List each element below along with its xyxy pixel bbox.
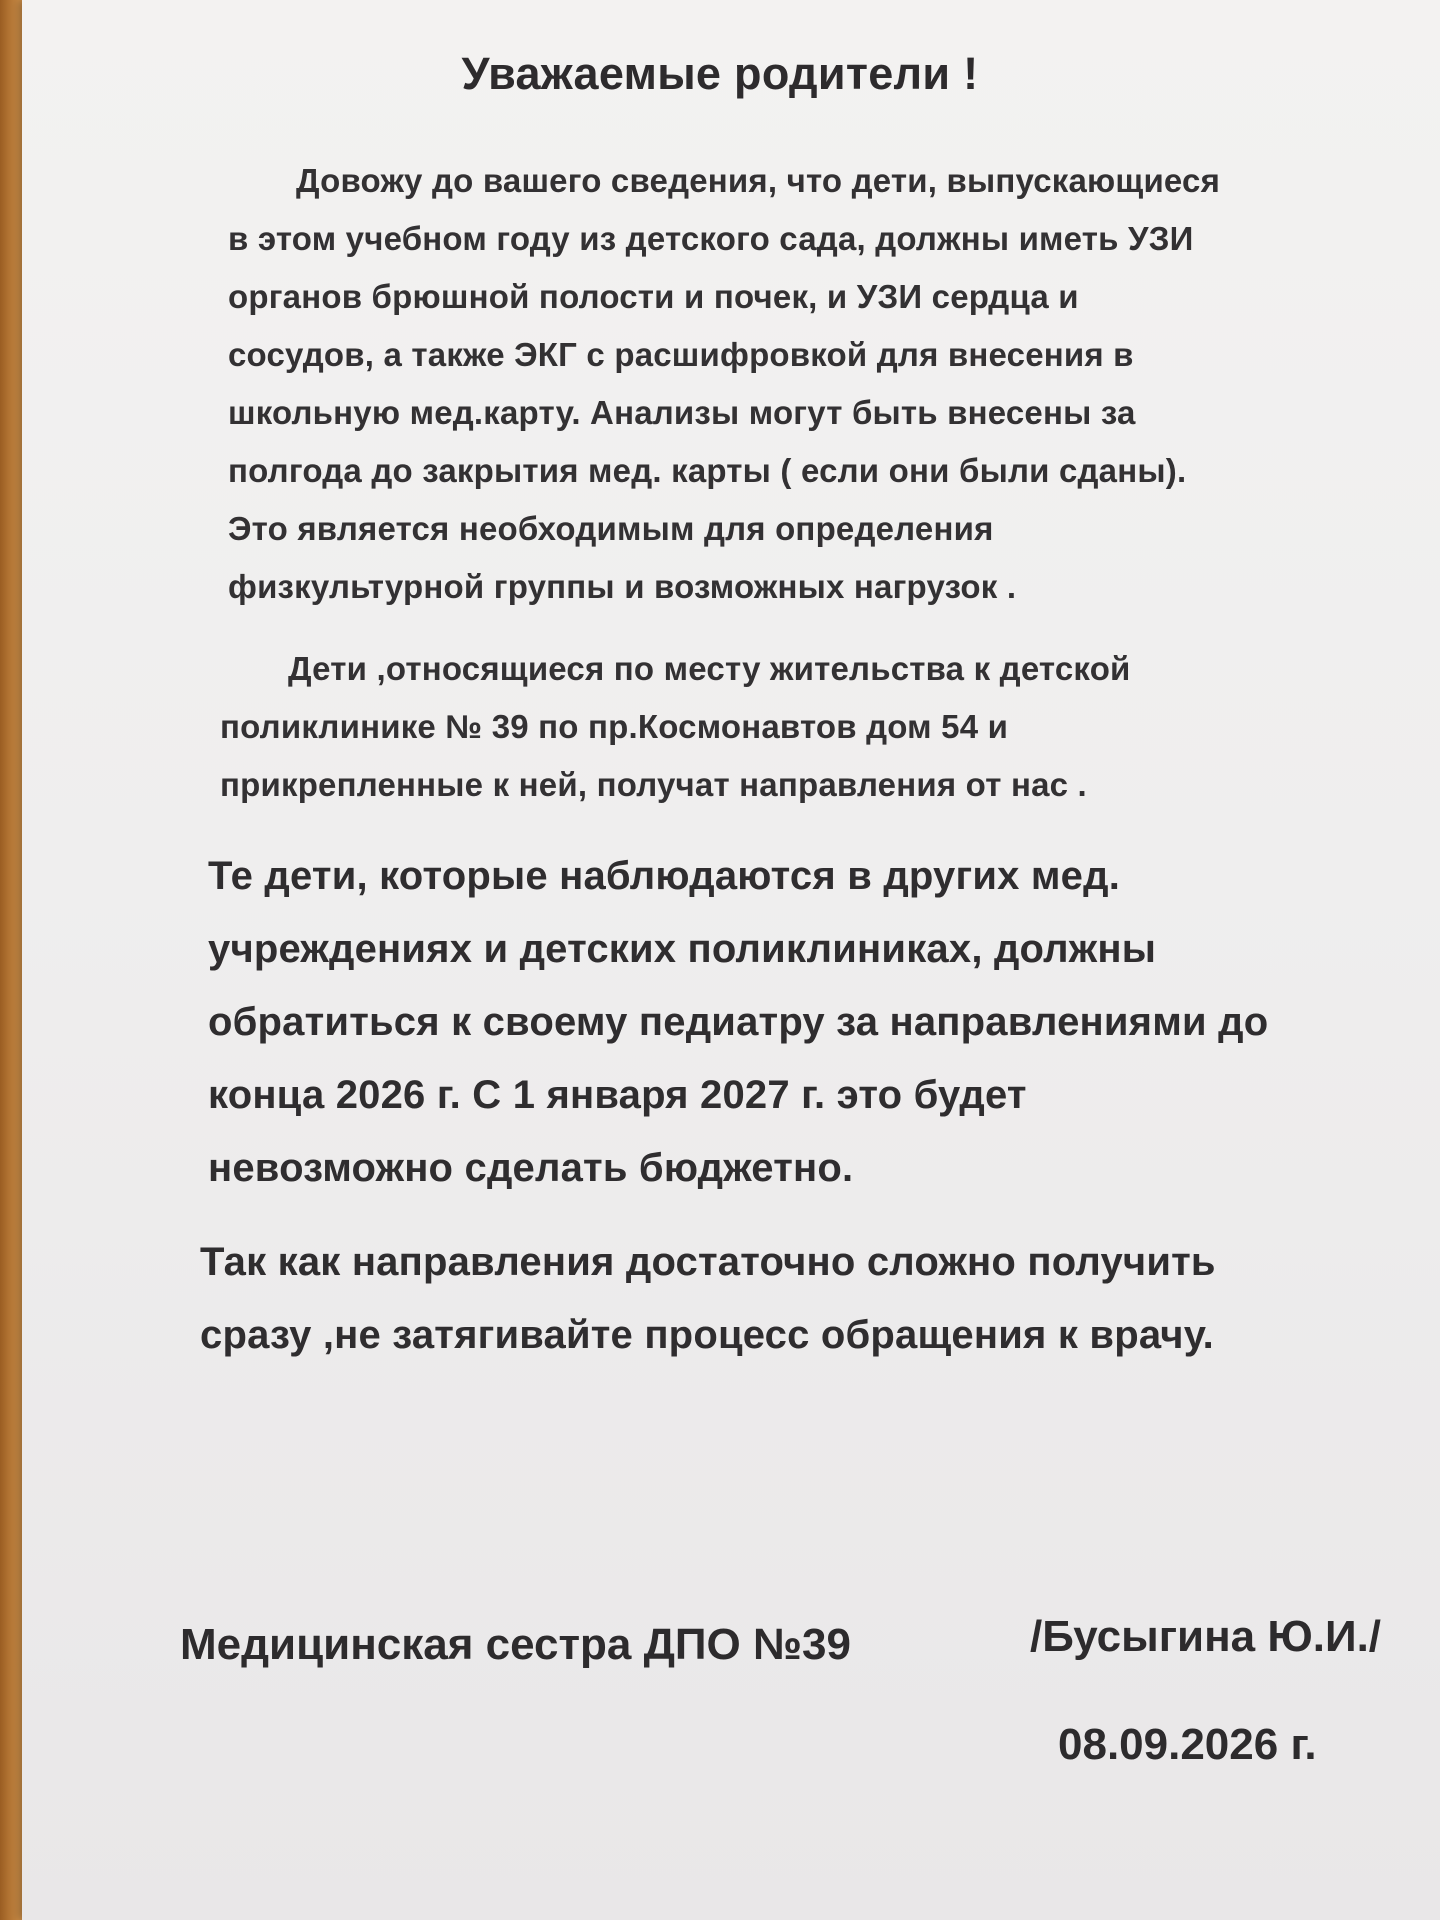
- text-line: сосудов, а также ЭКГ с расшифровкой для внесения в: [228, 336, 1134, 373]
- text-line: конца 2026 г. С 1 января 2027 г. это будет: [208, 1073, 1027, 1117]
- text-line: сразу ,не затягивайте процесс обращения к врачу.: [200, 1313, 1214, 1357]
- paragraph-ultrasound-requirement: [228, 152, 1358, 616]
- text-line: органов брюшной полости и почек, и УЗИ сердца и: [228, 278, 1079, 315]
- text-line: обратиться к своему педиатру за направлениями до: [208, 1000, 1269, 1044]
- text-line: Это является необходимым для определения: [228, 510, 994, 547]
- paragraph-other-clinics: [208, 840, 1408, 1205]
- signature-role: Медицинская сестра ДПО №39: [180, 1620, 851, 1669]
- paragraph-advice: [200, 1226, 1400, 1372]
- document-title: Уважаемые родители !: [461, 48, 979, 99]
- text-line: Дети ,относящиеся по месту жительства к детской: [288, 650, 1131, 687]
- text-line: поликлинике № 39 по пр.Космонавтов дом 54 и: [220, 708, 1009, 745]
- text-line: полгода до закрытия мед. карты ( если они были сданы).: [228, 452, 1187, 489]
- text-line: физкультурной группы и возможных нагрузок .: [228, 568, 1017, 605]
- text-line: Те дети, которые наблюдаются в других мед.: [208, 854, 1121, 898]
- text-line: учреждениях и детских поликлиниках, должны: [208, 927, 1157, 971]
- text-line: Довожу до вашего сведения, что дети, выпускающиеся: [296, 162, 1221, 199]
- text-line: невозможно сделать бюджетно.: [208, 1146, 854, 1190]
- signature-name: /Бусыгина Ю.И./: [1030, 1612, 1382, 1661]
- text-line: Так как направления достаточно сложно получить: [200, 1240, 1216, 1284]
- paragraph-clinic-referrals: [220, 640, 1350, 814]
- text-line: школьную мед.карту. Анализы могут быть внесены за: [228, 394, 1136, 431]
- text-line: в этом учебном году из детского сада, должны иметь УЗИ: [228, 220, 1194, 257]
- text-line: прикрепленные к ней, получат направления от нас .: [220, 766, 1087, 803]
- document-date: 08.09.2026 г.: [1058, 1720, 1317, 1769]
